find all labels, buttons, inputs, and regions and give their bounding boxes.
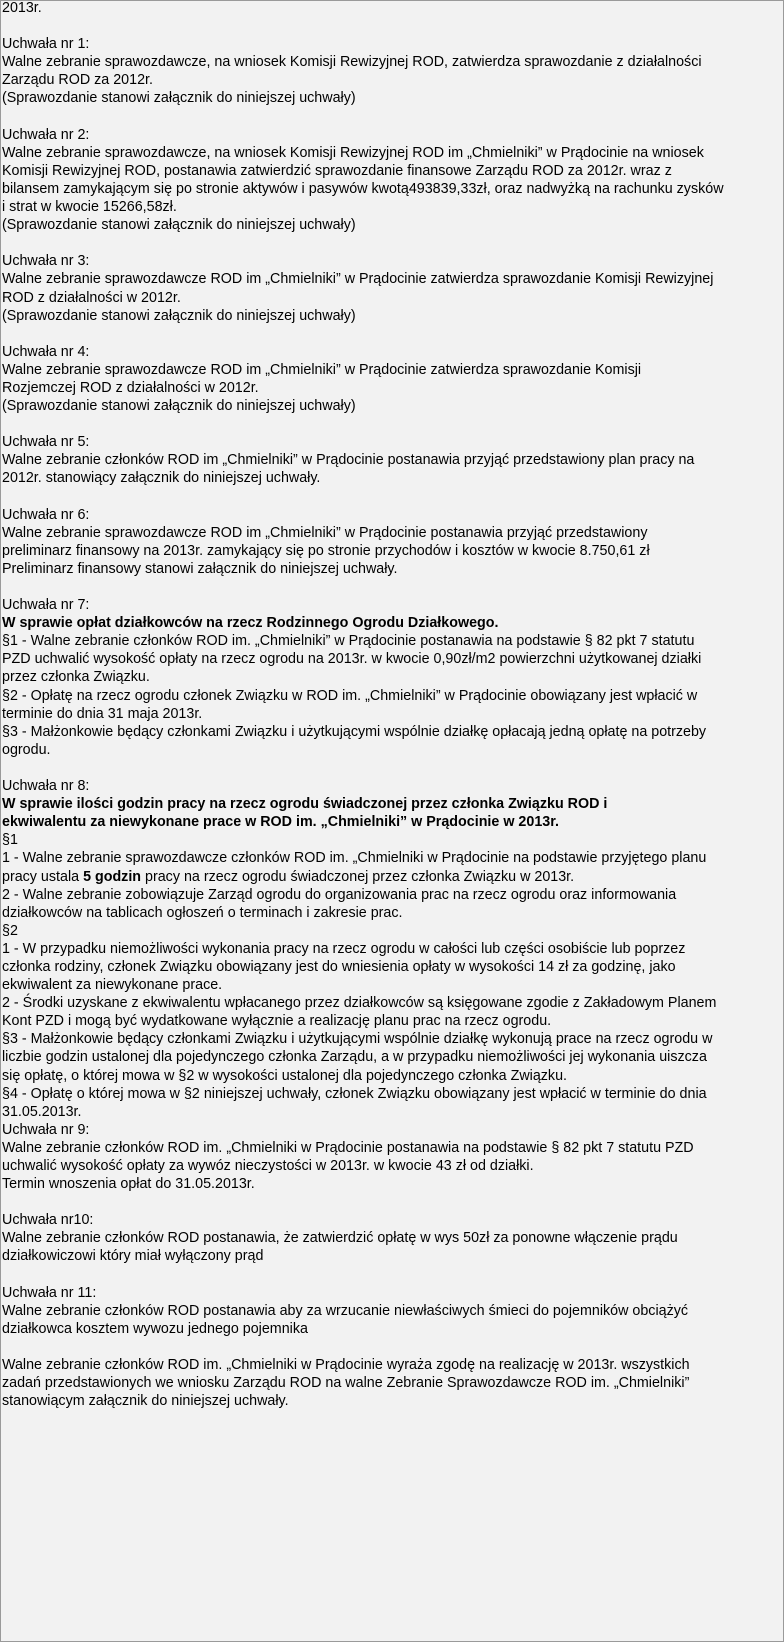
text-line: §1 — [2, 832, 18, 849]
text-line: §2 — [2, 922, 18, 939]
resolution-block — [2, 506, 782, 578]
hours-value: 5 godzin — [83, 868, 142, 885]
text-line: liczbie godzin ustalonej dla pojedynczego członka Zarządu, a w przypadku niemożliwości jej wykonania uiszcza — [2, 1049, 707, 1066]
text-line: zadań przedstawionych we wniosku Zarządu ROD na walne Zebranie Sprawozdawcze ROD im. „Chmielniki” — [2, 1375, 690, 1392]
text-line: ekwiwalent za niewykonane prace. — [2, 977, 223, 994]
text-line: §3 - Małżonkowie będący członkami Związku i użytkującymi wspólnie działkę opłacają jedną opłatę na potrzeby — [2, 723, 707, 740]
resolution-heading: Uchwała nr 3: — [2, 253, 90, 270]
resolution-heading: Uchwała nr 7: — [2, 597, 90, 614]
resolution-heading: Uchwała nr 8: — [2, 778, 90, 795]
text-line: 2 - Walne zebranie zobowiązuje Zarząd ogrodu do organizowania prac na rzecz ogrodu oraz informowania — [2, 886, 677, 903]
text-line: uchwalić wysokość opłaty za wywóz nieczystości w 2013r. w kwocie 43 zł od działki. — [2, 1158, 534, 1174]
text-line: terminie do dnia 31 maja 2013r. — [2, 705, 203, 722]
text-line: 2 - Środki uzyskane z ekwiwalentu wpłacanego przez działkowców są księgowane zgodie z Zakładowym Planem — [2, 995, 717, 1012]
text-line: Walne zebranie członków ROD im. „Chmielniki w Prądocinie postanawia na podstawie § 82 pkt 7 statutu PZD — [2, 1139, 694, 1156]
text-line: Rozjemczej ROD z działalności w 2012r. — [2, 379, 259, 396]
document-body — [2, 0, 782, 1410]
text-line: Walne zebranie sprawozdawcze, na wniosek Komisji Rewizyjnej ROD im „Chmielniki” w Prądocinie na wniosek — [2, 144, 704, 161]
paragraph-spacer — [2, 488, 782, 506]
text-line: Zarządu ROD za 2012r. — [2, 72, 153, 89]
resolution-block — [2, 777, 782, 1121]
resolution-block — [2, 252, 782, 324]
text-line: pracy ustala 5 godzin pracy na rzecz ogrodu świadczonej przez członka Związku w 2013r. — [2, 868, 575, 885]
text-line: działkowiczowi który miał wyłączony prąd — [2, 1248, 264, 1265]
text-line: Preliminarz finansowy stanowi załącznik do niniejszej uchwały. — [2, 560, 398, 577]
text-line: §3 - Małżonkowie będący członkami Związku i użytkującymi wspólnie działkę wykonują prace na rzecz ogrodu w — [2, 1031, 713, 1048]
text-line: członka rodziny, członek Związku obowiązany jest do wniesienia opłaty w wysokości 14 zł za godzinę, jako — [2, 958, 676, 975]
text-line: Walne zebranie sprawozdawcze ROD im „Chmielniki” w Prądocinie postanawia przyjąć przedstawiony — [2, 524, 648, 541]
text-line: 31.05.2013r. — [2, 1103, 82, 1120]
resolution-heading: Uchwała nr 5: — [2, 434, 90, 451]
text-line: PZD uchwalić wysokość opłaty na rzecz ogrodu na 2013r. w kwocie 0,90zł/m2 powierzchni użytkowanej działki — [2, 651, 702, 668]
paragraph-spacer — [2, 759, 782, 777]
resolution-block — [2, 1284, 782, 1338]
paragraph-spacer — [2, 108, 782, 126]
text-line: (Sprawozdanie stanowi załącznik do niniejszej uchwały) — [2, 217, 356, 234]
resolution-block — [2, 1211, 782, 1265]
text-line: Walne zebranie sprawozdawcze ROD im „Chmielniki” w Prądocinie zatwierdza sprawozdanie Komisji Rewizyjnej — [2, 271, 714, 288]
text-line: Walne zebranie sprawozdawcze, na wniosek Komisji Rewizyjnej ROD, zatwierdza sprawozdanie z działalności — [2, 54, 702, 71]
text-line: Walne zebranie członków ROD im. „Chmielniki w Prądocinie wyraża zgodę na realizację w 2013r. wszystkich — [2, 1357, 690, 1374]
resolution-heading: Uchwała nr 11: — [2, 1284, 97, 1301]
resolution-heading: Uchwała nr 4: — [2, 343, 90, 360]
text-line: Kont PZD i mogą być wydatkowane wyłącznie a realizację planu prac na rzecz ogrodu. — [2, 1013, 552, 1030]
text-line: (Sprawozdanie stanowi załącznik do niniejszej uchwały) — [2, 90, 356, 107]
text-line: preliminarz finansowy na 2013r. zamykający się po stronie przychodów i kosztów w kwocie 8.750,61 zł — [2, 542, 650, 559]
text-line: 2013r. — [2, 0, 42, 16]
resolution-block — [2, 433, 782, 487]
text-line: Walne zebranie członków ROD postanawia, że zatwierdzić opłatę w wys 50zł za ponowne włączenie prądu — [2, 1230, 678, 1247]
resolution-block — [2, 1121, 782, 1193]
text-line: §2 - Opłatę na rzecz ogrodu członek Związku w ROD im. „Chmielniki” w Prądocinie obowiązany jest wpłacić w — [2, 687, 698, 704]
text-line: się opłatę, o której mowa w §2 w wysokości ustalonej dla pojedynczego członka Związku. — [2, 1067, 568, 1084]
paragraph-spacer — [2, 325, 782, 343]
text-line: §1 - Walne zebranie członków ROD im. „Chmielniki” w Prądocinie postanawia na podstawie § 82 pkt 7 statutu — [2, 633, 695, 650]
text-line: Termin wnoszenia opłat do 31.05.2013r. — [2, 1176, 255, 1193]
text-line: i strat w kwocie 15266,58zł. — [2, 199, 177, 216]
text-line: §4 - Opłatę o której mowa w §2 niniejszej uchwały, członek Związku obowiązany jest wpłacić w terminie do dnia — [2, 1085, 707, 1102]
resolution-block — [2, 1356, 782, 1410]
paragraph-spacer — [2, 415, 782, 433]
paragraph-spacer — [2, 17, 782, 35]
text-line: 2012r. stanowiący załącznik do niniejszej uchwały. — [2, 470, 321, 487]
text-line: ROD z działalności w 2012r. — [2, 289, 181, 306]
text-line: stanowiącym załącznik do niniejszej uchwały. — [2, 1393, 289, 1410]
resolution-heading: Uchwała nr 1: — [2, 36, 90, 53]
text-line: 1 - W przypadku niemożliwości wykonania pracy na rzecz ogrodu w całości lub części osobiście lub poprzez — [2, 940, 686, 957]
resolution-heading: Uchwała nr10: — [2, 1212, 94, 1229]
text-line: przez członka Związku. — [2, 669, 150, 686]
text-line: (Sprawozdanie stanowi załącznik do niniejszej uchwały) — [2, 398, 356, 415]
text-line: 1 - Walne zebranie sprawozdawcze członków ROD im. „Chmielniki w Prądocinie na podstawie przyjętego planu — [2, 850, 707, 867]
text-line: Walne zebranie członków ROD im „Chmielniki” w Prądocinie postanawia przyjąć przedstawiony plan pracy na — [2, 452, 695, 469]
resolution-heading: Uchwała nr 2: — [2, 126, 90, 143]
text-line: ogrodu. — [2, 741, 51, 758]
text-line: Walne zebranie członków ROD postanawia aby za wrzucanie niewłaściwych śmieci do pojemników obciążyć — [2, 1302, 689, 1319]
resolution-heading: Uchwała nr 6: — [2, 506, 90, 523]
text-line: działkowców na tablicach ogłoszeń o terminach i zakresie prac. — [2, 904, 403, 921]
paragraph-spacer — [2, 1338, 782, 1356]
resolution-block — [2, 0, 782, 17]
paragraph-spacer — [2, 1193, 782, 1211]
resolution-heading: Uchwała nr 9: — [2, 1121, 90, 1138]
text-line: ekwiwalentu za niewykonane prace w ROD im. „Chmielniki” w Prądocinie w 2013r. — [2, 814, 559, 831]
text-line: W sprawie ilości godzin pracy na rzecz ogrodu świadczonej przez członka Związku ROD i — [2, 796, 608, 813]
text-line: bilansem zamykającym się po stronie aktywów i pasywów kwotą493839,33zł, oraz nadwyżką na rachunku zysków — [2, 180, 724, 197]
paragraph-spacer — [2, 578, 782, 596]
resolution-block — [2, 596, 782, 759]
resolution-block — [2, 126, 782, 235]
text-line: W sprawie opłat działkowców na rzecz Rodzinnego Ogrodu Działkowego. — [2, 615, 499, 632]
text-line: Walne zebranie sprawozdawcze ROD im „Chmielniki” w Prądocinie zatwierdza sprawozdanie Komisji — [2, 361, 642, 378]
text-line: Komisji Rewizyjnej ROD, postanawia zatwierdzić sprawozdanie finansowe Zarządu ROD za 2012r. wraz z — [2, 162, 672, 179]
resolution-block — [2, 343, 782, 415]
paragraph-spacer — [2, 234, 782, 252]
paragraph-spacer — [2, 1266, 782, 1284]
resolution-block — [2, 35, 782, 107]
text-line: działkowca kosztem wywozu jednego pojemnika — [2, 1320, 308, 1337]
text-line: (Sprawozdanie stanowi załącznik do niniejszej uchwały) — [2, 307, 356, 324]
hours-text: pracy na rzecz ogrodu świadczonej przez członka Związku w 2013r. — [141, 868, 575, 885]
